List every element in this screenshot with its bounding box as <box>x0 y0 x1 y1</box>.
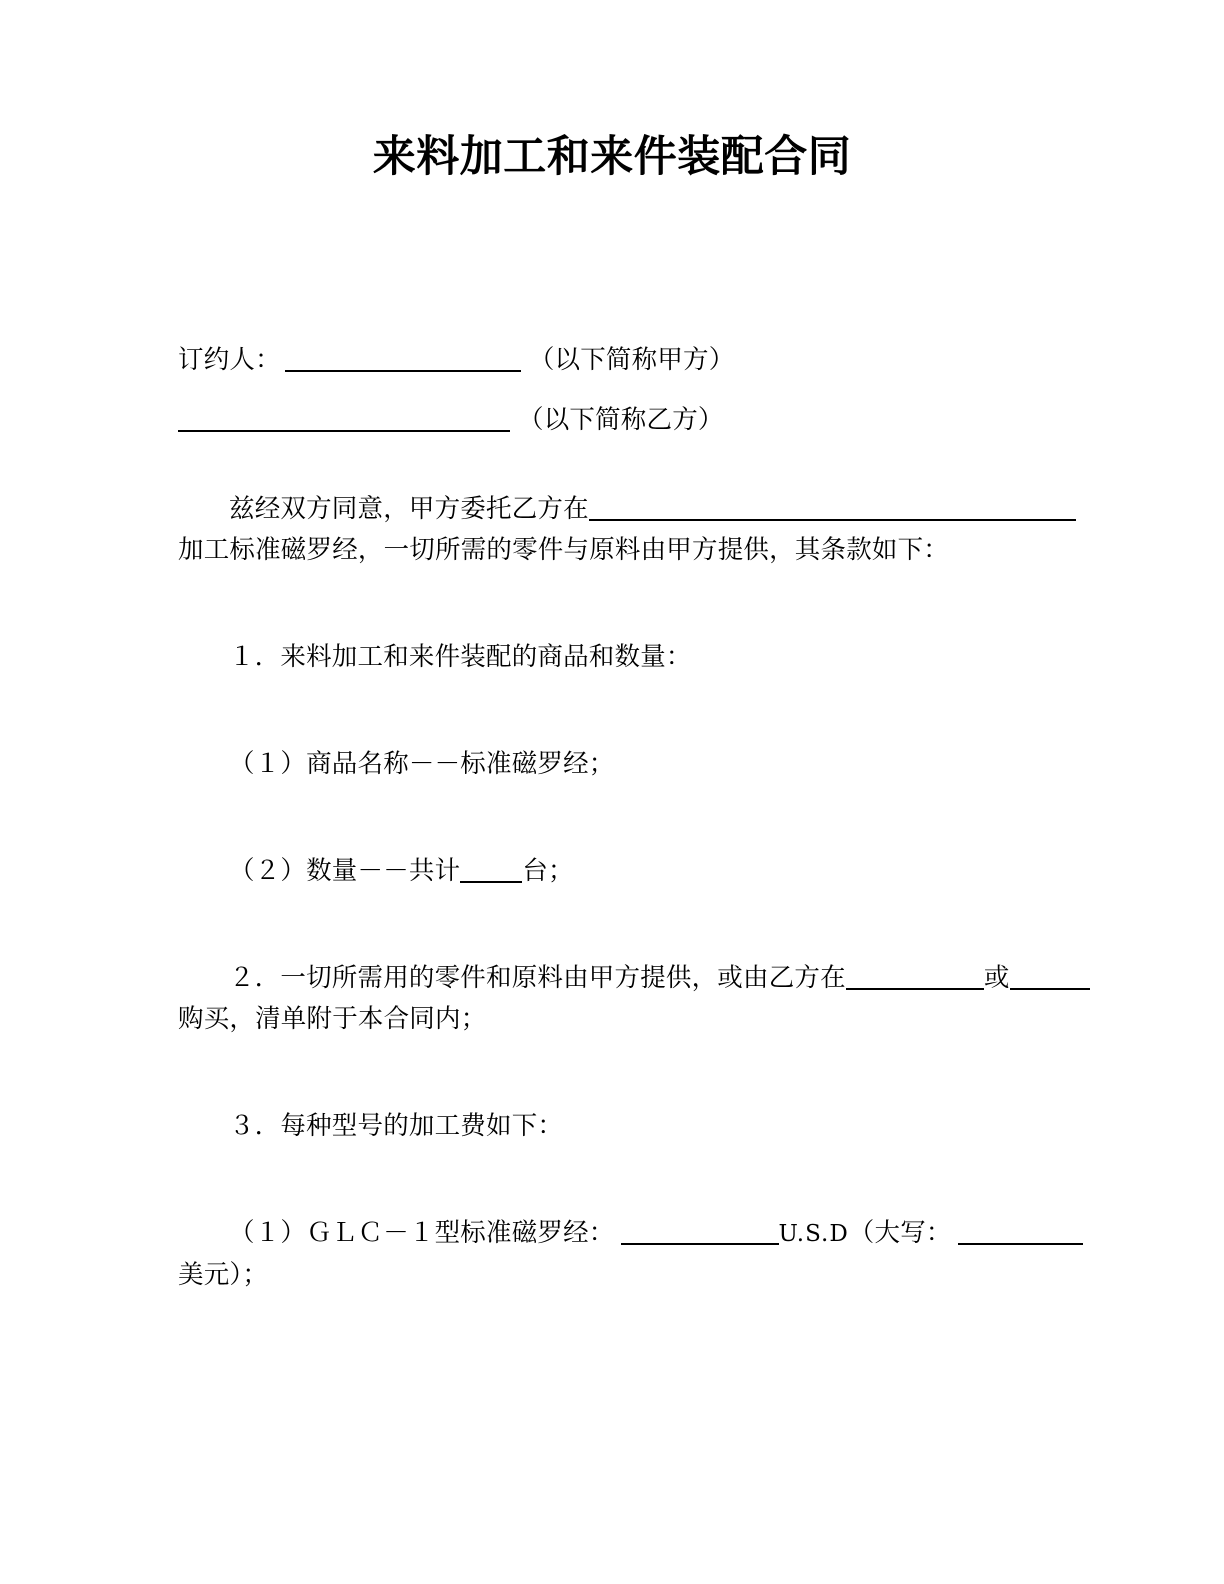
page-title: 来料加工和来件装配合同 <box>372 132 852 182</box>
party-b-input-rule[interactable] <box>178 404 510 432</box>
clause-1-item-1: （１）商品名称－－标准磁罗经； <box>229 749 615 779</box>
clause-3-item-1-line-1 <box>178 1213 1058 1255</box>
clause-2-heading-line-1 <box>178 958 1058 999</box>
spacer <box>178 571 1058 637</box>
processing-place-input-rule[interactable] <box>589 493 1076 521</box>
clause-1-heading: １．来料加工和来件装配的商品和数量： <box>229 642 692 672</box>
clause-3-item-1-before: （１）ＧＬＣ－１型标准磁罗经： <box>229 1218 615 1248</box>
clause-1-item-2 <box>178 851 1058 892</box>
fee-amount-words-input-rule[interactable] <box>958 1217 1083 1245</box>
spacer <box>178 1040 1058 1106</box>
clause-3-item-1-mid: （大写： <box>848 1218 952 1248</box>
party-a-suffix: （以下简称甲方） <box>528 345 735 375</box>
spacer <box>178 441 1058 489</box>
spacer <box>178 678 1058 744</box>
document-body <box>178 340 1058 1296</box>
party-b-suffix: （以下简称乙方） <box>518 405 724 435</box>
clause-1-item-2-before: （２）数量－－共计 <box>229 856 461 886</box>
clause-3-item-1-line-2: 美元）； <box>178 1260 269 1290</box>
preamble-text-before: 兹经双方同意，甲方委托乙方在 <box>229 494 589 524</box>
currency-label: U.S.D <box>778 1221 849 1247</box>
spacer <box>178 892 1058 958</box>
clause-1-item-2-after: 台； <box>522 856 574 886</box>
quantity-input-rule[interactable] <box>460 855 522 883</box>
clause-3-heading: ３．每种型号的加工费如下： <box>229 1111 564 1141</box>
clause-2-heading-line-2: 购买，清单附于本合同内； <box>178 1004 487 1034</box>
clause-2-text-before: ２．一切所需用的零件和原料由甲方提供，或由乙方在 <box>229 963 846 993</box>
clause-2-text-mid: 或 <box>983 963 1010 993</box>
fee-amount-input-rule[interactable] <box>621 1217 779 1245</box>
preamble-line-2: 加工标准磁罗经，一切所需的零件与原料由甲方提供，其条款如下： <box>178 535 950 565</box>
party-a-input-rule[interactable] <box>285 344 521 372</box>
preamble-line-1 <box>178 489 1058 530</box>
spacer <box>178 785 1058 851</box>
spacer <box>178 381 1058 400</box>
party-a-label: 订约人： <box>178 345 281 375</box>
source-2-input-rule[interactable] <box>1010 962 1090 990</box>
source-1-input-rule[interactable] <box>846 962 984 990</box>
party-a-line <box>178 340 1058 381</box>
party-b-line <box>178 400 1058 441</box>
spacer <box>178 1147 1058 1213</box>
